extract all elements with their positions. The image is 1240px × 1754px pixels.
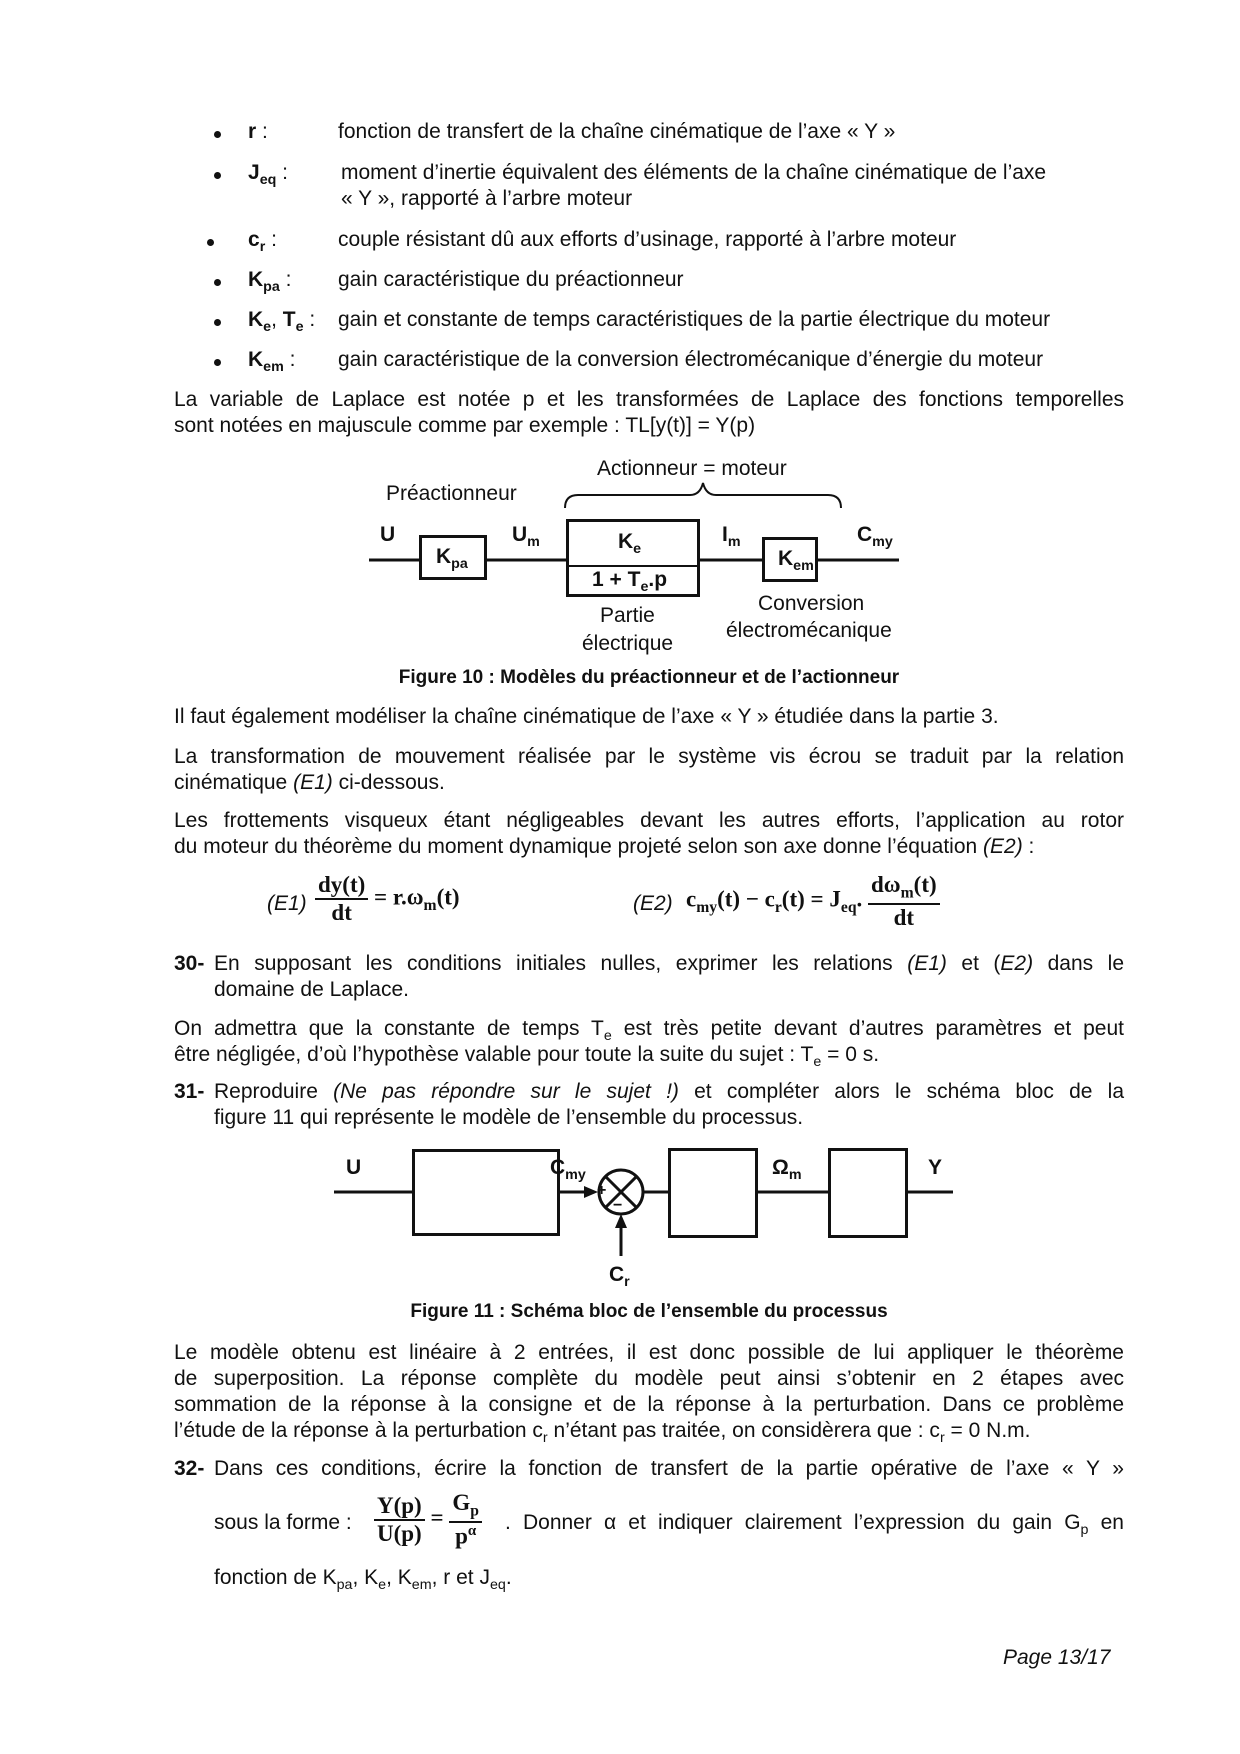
question-30-line2: domaine de Laplace. <box>214 978 409 1001</box>
question-32-number: 32- <box>174 1457 205 1480</box>
signal-u: U <box>380 523 396 546</box>
def-symbol-kem: $K_{em}$ : <box>248 348 296 376</box>
label-preactionneur: Préactionneur <box>386 482 517 505</box>
para-te-line1: On admettra que la constante de temps $T_e$ est très petite devant d’autres paramètres et peut <box>174 1017 1124 1045</box>
page-number: Page 13/17 <box>1003 1646 1111 1669</box>
label-electrique: électrique <box>582 632 674 655</box>
block-kpa-label: $K_{pa}$ <box>436 545 468 573</box>
equation-e2-label: (E2) <box>633 892 673 915</box>
question-31-line1: Reproduire (Ne pas répondre sur le sujet !) et compléter alors le schéma bloc de la <box>214 1080 1125 1103</box>
question-32-line3: fonction de $K_{pa}$, $K_e$, $K_{em}$, r et $J_{eq}$. <box>214 1566 512 1594</box>
signal-cr: $C_r$ <box>609 1263 630 1291</box>
block-kem-label: $K_{em}$ <box>778 547 814 575</box>
question-30-number: 30- <box>174 952 205 975</box>
signal-omega-m: $\Omega_m$ <box>772 1156 802 1184</box>
label-electromecanique: électromécanique <box>726 619 892 642</box>
def-text-cr: couple résistant dû aux efforts d’usinage, rapporté à l’arbre moteur <box>338 228 957 251</box>
laplace-note-line2: sont notées en majuscule comme par exemple : TL[y(t)] = Y(p) <box>174 414 756 437</box>
def-text-ke-te: gain et constante de temps caractéristiques de la partie électrique du moteur <box>338 308 1051 331</box>
def-text-r: fonction de transfert de la chaîne cinématique de l’axe « Y » <box>338 120 896 143</box>
para-frottements-line2: du moteur du théorème du moment dynamique projeté selon son axe donne l’équation (E2) : <box>174 835 1035 858</box>
minus-sign: − <box>613 1197 623 1214</box>
label-actionneur: Actionneur = moteur <box>597 457 787 480</box>
para-chaine: Il faut également modéliser la chaîne cinématique de l’axe « Y » étudiée dans la partie 3. <box>174 705 999 728</box>
para-te-line2: être négligée, d’où l’hypothèse valable pour toute la suite du sujet : $T_e = 0$ s. <box>174 1043 880 1071</box>
label-conversion: Conversion <box>758 592 865 615</box>
signal-u: U <box>346 1156 362 1179</box>
question-32-line2-end: . Donner α et indiquer clairement l’expression du gain $G_p$ en <box>505 1511 1124 1539</box>
para-transfo-line1: La transformation de mouvement réalisée par le système vis écrou se traduit par la relation <box>174 745 1124 768</box>
empty-block-3 <box>828 1148 908 1238</box>
question-31-number: 31- <box>174 1080 205 1103</box>
para-transfo-line2: cinématique (E1) ci-dessous. <box>174 771 445 794</box>
empty-block-2 <box>668 1148 758 1238</box>
laplace-note-line1: La variable de Laplace est notée p et les transformées de Laplace des fonctions temporelles <box>174 388 1124 411</box>
question-30-line1: En supposant les conditions initiales nulles, exprimer les relations (E1) et (E2) dans le <box>214 952 1125 975</box>
def-symbol-cr: $c_r$ : <box>248 228 277 256</box>
figure-10-caption: Figure 10 : Modèles du préactionneur et de l’actionneur <box>398 667 900 688</box>
question-32-line2-start: sous la forme : <box>214 1511 352 1534</box>
para-frottements-line1: Les frottements visqueux étant négligeables devant les autres efforts, l’application au rotor <box>174 809 1124 832</box>
empty-block-1 <box>412 1149 560 1236</box>
label-partie: Partie <box>600 604 655 627</box>
signal-y: Y <box>928 1156 943 1179</box>
equation-e1-label: (E1) <box>267 892 307 915</box>
para-modele-line3: sommation de la réponse à la consigne et de la réponse à la perturbation. Dans ce problème <box>174 1393 1124 1416</box>
question-31-line2: figure 11 qui représente le modèle de l’ensemble du processus. <box>214 1106 804 1129</box>
def-symbol-ke-te: $K_e$, $T_e$ : <box>248 308 316 336</box>
def-text-kpa: gain caractéristique du préactionneur <box>338 268 684 291</box>
equation-e1: $\frac{dy(t)}{dt}$ = $r.\omega_m(t)$ <box>315 872 460 926</box>
def-symbol-jeq: $J_{eq}$ : <box>248 161 289 189</box>
transfer-function-formula: $\frac{Y(p)}{U(p)}$ = $\frac{G_p}{p^\alpha}$ <box>374 1490 482 1549</box>
signal-cmy: $C_{my}$ <box>550 1156 586 1184</box>
def-symbol-kpa: $K_{pa}$ : <box>248 268 292 296</box>
def-text-kem: gain caractéristique de la conversion électromécanique d’énergie du moteur <box>338 348 1044 371</box>
def-symbol-r: r : <box>248 120 268 143</box>
def-text-jeq-cont: « Y », rapporté à l’arbre moteur <box>341 187 633 210</box>
figure-11-caption: Figure 11 : Schéma bloc de l’ensemble du processus <box>410 1301 888 1322</box>
block-ke-denominator: $1 + T_e.p$ <box>592 568 668 596</box>
para-modele-line4: l’étude de la réponse à la perturbation $c_r$ n’étant pas traitée, on considèrera que : $c_r = 0$ N.m. <box>174 1419 1031 1447</box>
para-modele-line2: de superposition. La réponse complète du modèle peut ainsi s’obtenir en 2 étapes avec <box>174 1367 1124 1390</box>
block-ke-numerator: $K_e$ <box>618 530 642 558</box>
signal-im: $I_m$ <box>722 523 741 551</box>
signal-um: $U_m$ <box>512 523 540 551</box>
def-text-jeq: moment d’inertie équivalent des éléments de la chaîne cinématique de l’axe <box>341 161 1047 184</box>
plus-sign: + <box>597 1182 607 1199</box>
signal-cmy: $C_{my}$ <box>857 523 893 551</box>
para-modele-line1: Le modèle obtenu est linéaire à 2 entrées, il est donc possible de lui appliquer le théorème <box>174 1341 1124 1364</box>
equation-e2: $c_{my}(t) - c_r(t) = J_{eq}$. $\frac{d\omega_m(t)}{dt}$ <box>686 872 940 931</box>
question-32-line1: Dans ces conditions, écrire la fonction de transfert de la partie opérative de l’axe « Y » <box>214 1457 1124 1480</box>
